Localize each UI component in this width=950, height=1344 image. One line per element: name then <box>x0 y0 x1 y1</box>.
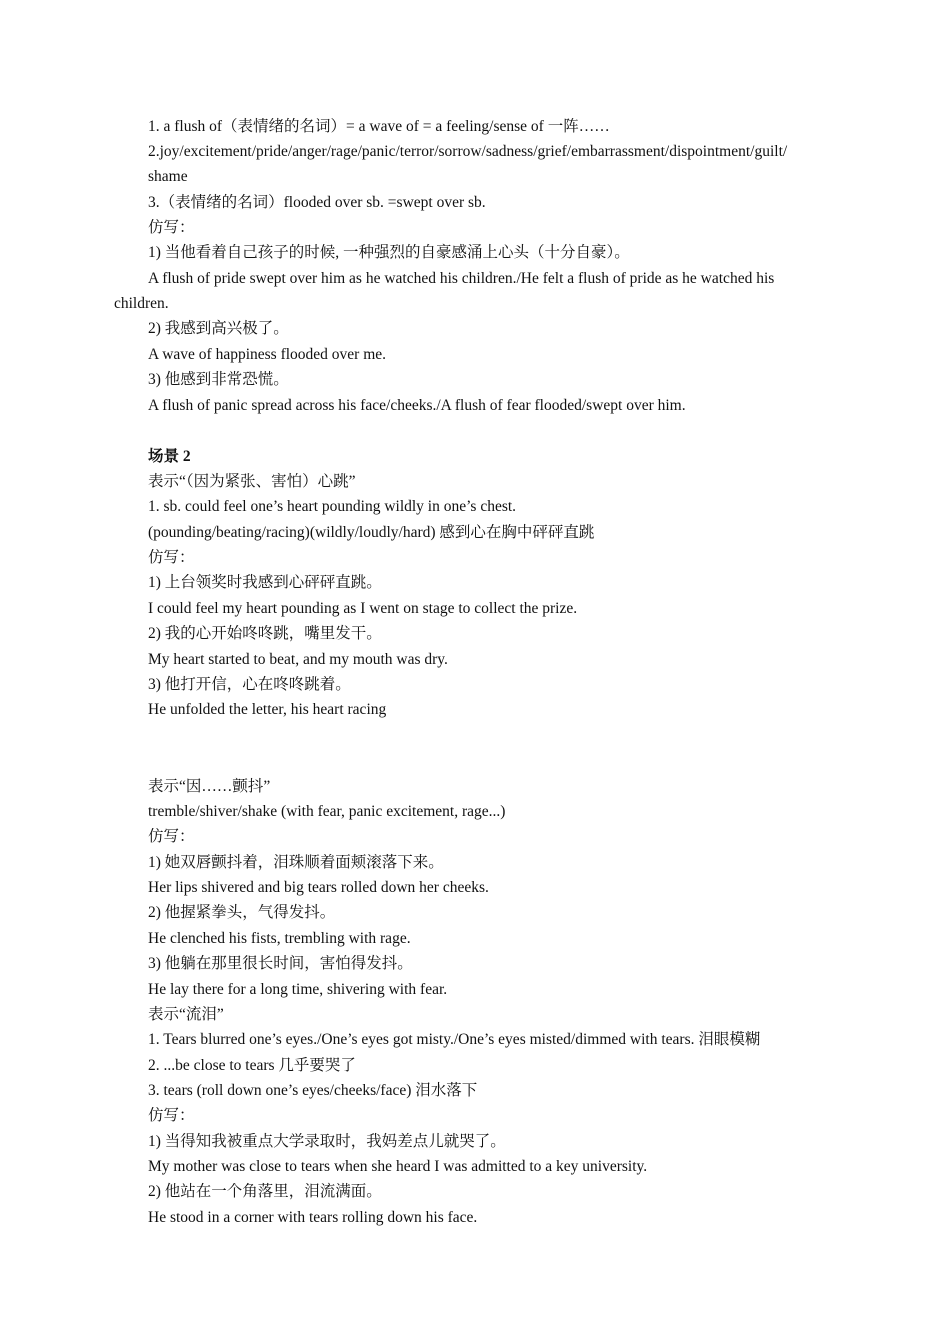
text-line: 表示“（因为紧张、害怕）心跳” <box>148 473 356 490</box>
text-line: Her lips shivered and big tears rolled down her cheeks. <box>148 879 489 896</box>
text-line: He stood in a corner with tears rolling down his face. <box>148 1209 478 1226</box>
text-line: 1. Tears blurred one’s eyes./One’s eyes got misty./One’s eyes misted/dimmed with tears. 泪眼模糊 <box>148 1031 761 1048</box>
text-line: 1) 她双唇颤抖着，泪珠顺着面颊滚落下来。 <box>148 854 444 871</box>
text-line: children. <box>114 295 169 312</box>
text-line: 3. tears (roll down one’s eyes/cheeks/face) 泪水落下 <box>148 1082 478 1099</box>
text-line: 仿写： <box>148 219 195 236</box>
text-line: He unfolded the letter, his heart racing <box>148 701 387 718</box>
text-line: My heart started to beat, and my mouth was dry. <box>148 651 448 668</box>
text-line: A flush of panic spread across his face/cheeks./A flush of fear flooded/swept over him. <box>148 397 686 414</box>
text-line: 3) 他躺在那里很长时间，害怕得发抖。 <box>148 955 413 972</box>
text-line: My mother was close to tears when she heard I was admitted to a key university. <box>148 1158 648 1175</box>
text-line: 2) 他站在一个角落里，泪流满面。 <box>148 1183 382 1200</box>
text-line: He lay there for a long time, shivering with fear. <box>148 981 448 998</box>
text-line: He clenched his fists, trembling with rage. <box>148 930 411 947</box>
text-line: A flush of pride swept over him as he watched his children./He felt a flush of pride as he watched his <box>148 270 775 287</box>
text-line: 仿写： <box>148 828 195 845</box>
text-line: 2) 我的心开始咚咚跳，嘴里发干。 <box>148 625 382 642</box>
text-line: 表示“流泪” <box>148 1006 224 1023</box>
text-line: 2.joy/excitement/pride/anger/rage/panic/terror/sorrow/sadness/grief/embarrassment/dispointment/guilt/ <box>148 143 788 160</box>
text-line: 1) 当得知我被重点大学录取时，我妈差点儿就哭了。 <box>148 1133 506 1150</box>
text-line: 2) 他握紧拳头，气得发抖。 <box>148 904 336 921</box>
text-line: 表示“因……颤抖” <box>148 778 271 795</box>
text-line: tremble/shiver/shake (with fear, panic excitement, rage...) <box>148 803 506 820</box>
text-line: 3) 他打开信，心在咚咚跳着。 <box>148 676 351 693</box>
section-heading: 场景 2 <box>148 448 191 465</box>
text-line: shame <box>148 168 188 185</box>
text-line: 仿写： <box>148 549 195 566</box>
text-line: 2) 我感到高兴极了。 <box>148 320 289 337</box>
text-line: I could feel my heart pounding as I went on stage to collect the prize. <box>148 600 578 617</box>
text-line: A wave of happiness flooded over me. <box>148 346 387 363</box>
text-line: 2. ...be close to tears 几乎要哭了 <box>148 1057 356 1074</box>
text-line: 3) 他感到非常恐慌。 <box>148 371 289 388</box>
text-line: 1) 当他看着自己孩子的时候, 一种强烈的自豪感涌上心头（十分自豪）。 <box>148 244 630 261</box>
text-line: 3.（表情绪的名词）flooded over sb. =swept over sb. <box>148 194 486 211</box>
text-line: 1. a flush of（表情绪的名词）= a wave of = a feeling/sense of 一阵…… <box>148 118 610 135</box>
text-line: 1) 上台领奖时我感到心砰砰直跳。 <box>148 574 382 591</box>
text-line: (pounding/beating/racing)(wildly/loudly/hard) 感到心在胸中砰砰直跳 <box>148 524 595 541</box>
text-line: 仿写： <box>148 1107 195 1124</box>
text-line: 1. sb. could feel one’s heart pounding wildly in one’s chest. <box>148 498 517 515</box>
